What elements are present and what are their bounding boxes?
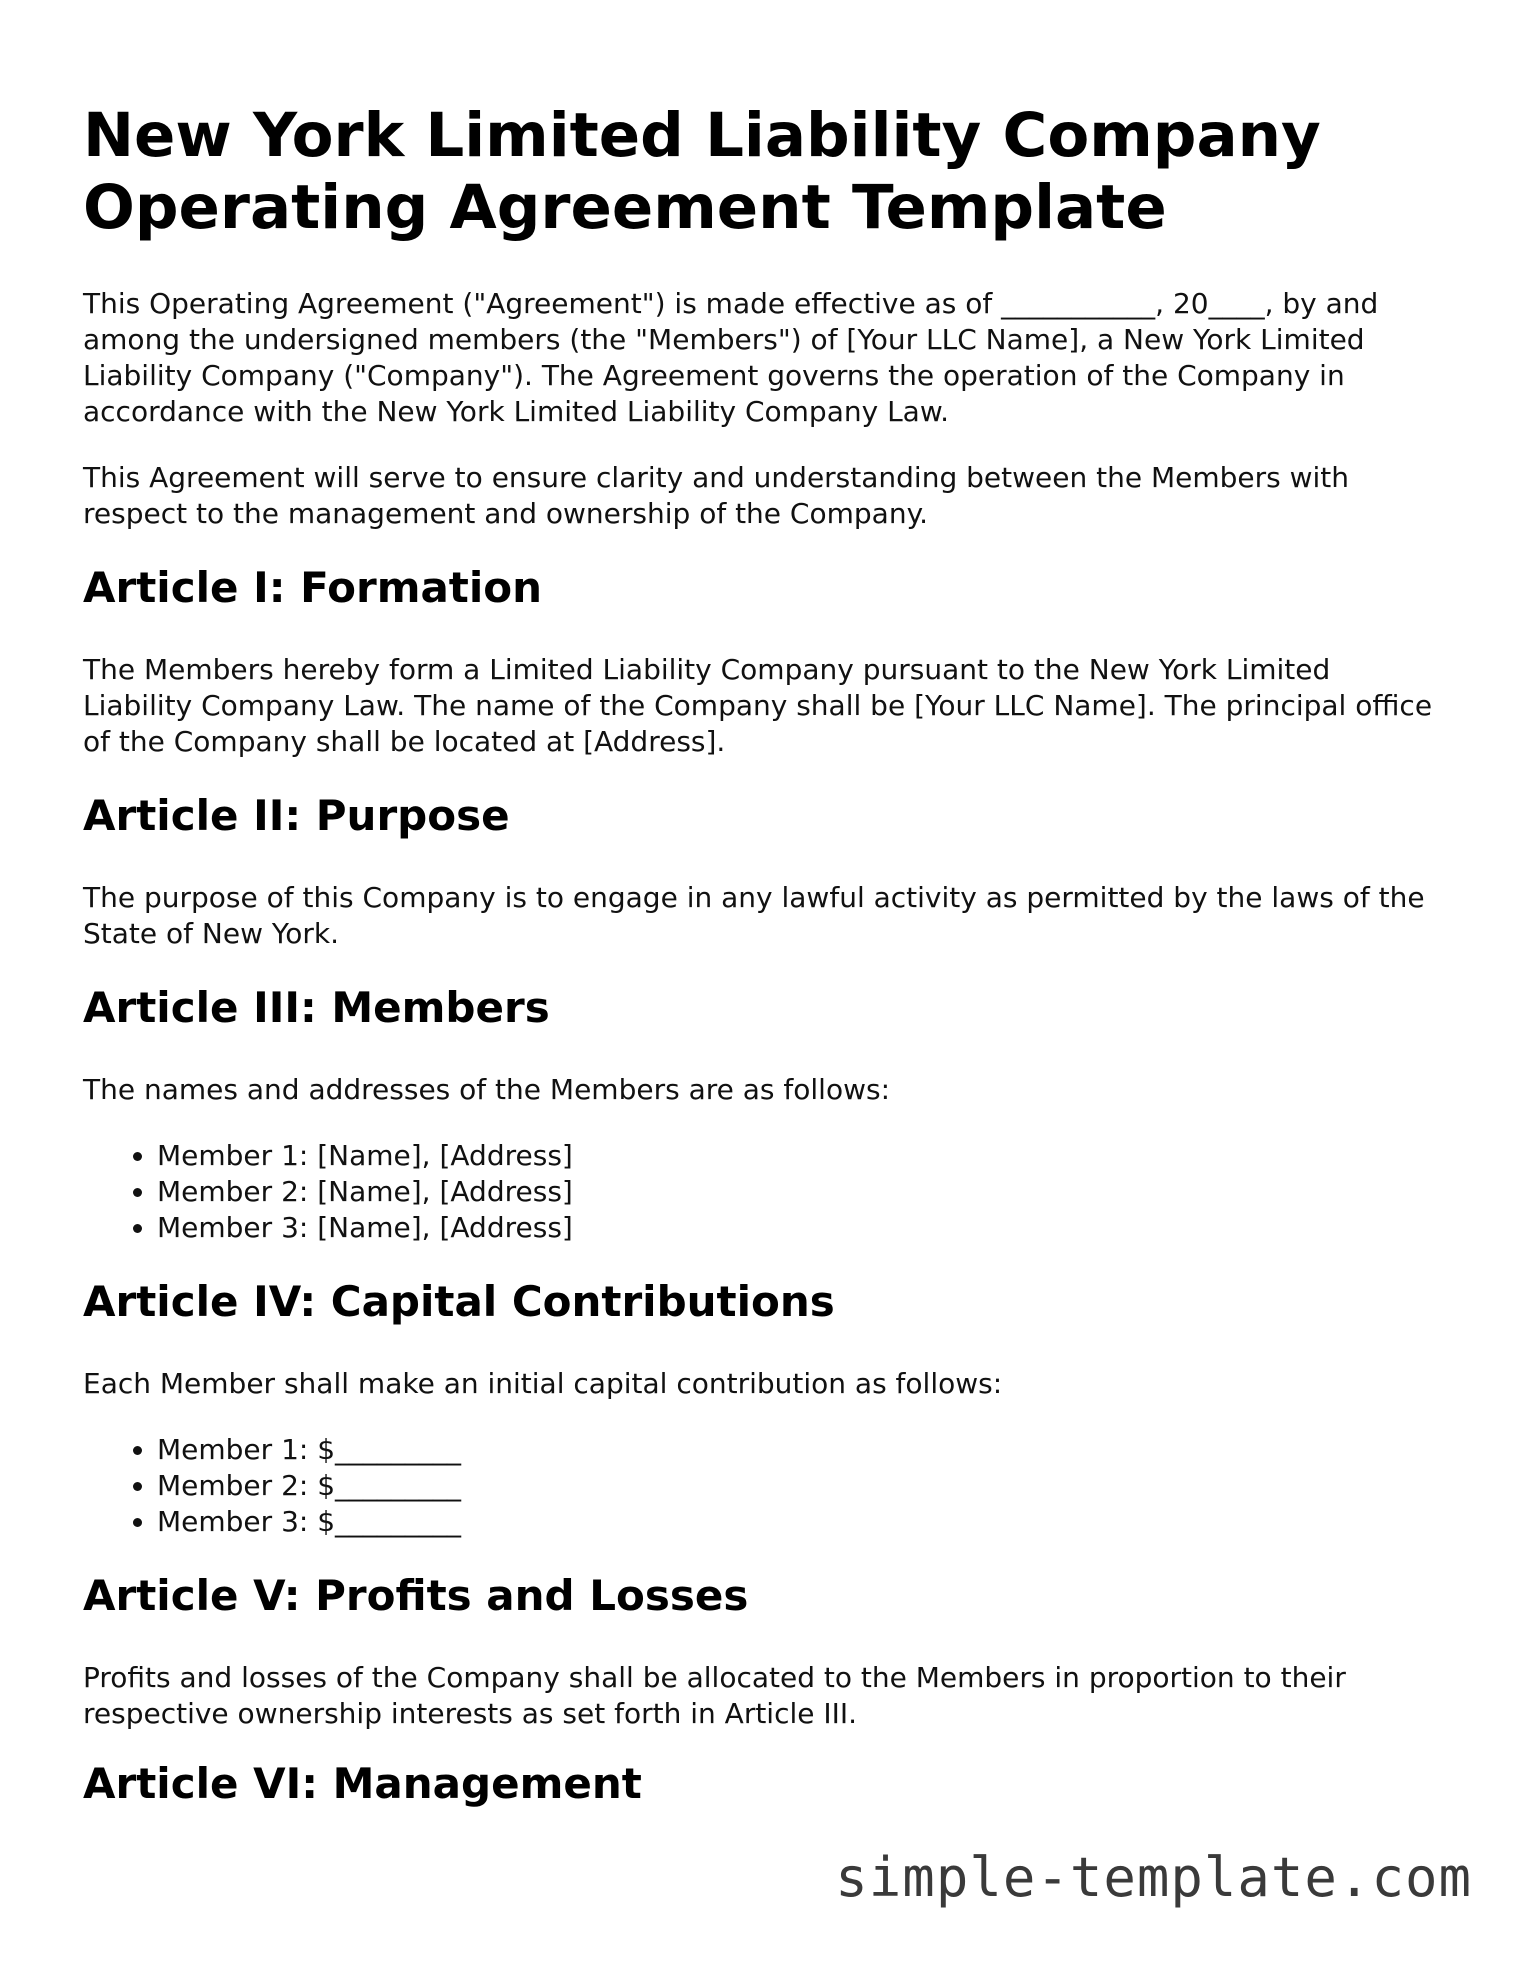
article-heading: Article II: Purpose bbox=[83, 791, 510, 840]
intro-paragraph-1: This Operating Agreement ("Agreement") is made effective as of ___________, 20____, by and among the undersigned members (the "Members") of [Your LLC Name], a New York Limited Liability Company ("Company"). The Agreement governs the operation of the Company in accordance with the New York Limited Liability Company Law. bbox=[83, 287, 1379, 428]
list-item: • Member 1: $_________ bbox=[157, 1432, 1443, 1468]
list-item: • Member 2: $_________ bbox=[157, 1468, 1443, 1504]
article-heading: Article VI: Management bbox=[83, 1759, 642, 1808]
article-management bbox=[83, 1758, 1443, 1810]
list-item: • Member 3: $_________ bbox=[157, 1504, 1443, 1540]
article-text: The names and addresses of the Members are as follows: bbox=[83, 1073, 890, 1106]
article-text: The purpose of this Company is to engage in any lawful activity as permitted by the laws of the State of New York. bbox=[83, 881, 1425, 950]
article-heading: Article III: Members bbox=[83, 983, 550, 1032]
contributions-list bbox=[83, 1432, 1443, 1540]
list-item: • Member 2: [Name], [Address] bbox=[157, 1174, 1443, 1210]
article-text: The Members hereby form a Limited Liability Company pursuant to the New York Limited Liability Company Law. The name of the Company shall be [Your LLC Name]. The principal office of the Company shall be located at [Address]. bbox=[83, 653, 1433, 758]
site-watermark: simple-template.com bbox=[835, 1846, 1472, 1909]
document-page bbox=[83, 100, 1443, 1848]
article-heading: Article I: Formation bbox=[83, 563, 543, 612]
article-heading: Article IV: Capital Contributions bbox=[83, 1277, 835, 1326]
article-heading: Article V: Profits and Losses bbox=[83, 1571, 749, 1620]
article-text: Each Member shall make an initial capital contribution as follows: bbox=[83, 1367, 1003, 1400]
article-text: Profits and losses of the Company shall be allocated to the Members in proportion to their respective ownership interests as set forth in Article III. bbox=[83, 1661, 1346, 1730]
members-list bbox=[83, 1138, 1443, 1246]
list-item: • Member 1: [Name], [Address] bbox=[157, 1138, 1443, 1174]
article-formation bbox=[83, 562, 1443, 760]
intro-paragraph-2: This Agreement will serve to ensure clarity and understanding between the Members with respect to the management and ownership of the Company. bbox=[83, 461, 1350, 530]
article-profits-losses bbox=[83, 1570, 1443, 1732]
document-title: New York Limited Liability Company Operating Agreement Template bbox=[83, 100, 1321, 243]
article-capital-contributions bbox=[83, 1276, 1443, 1540]
list-item: • Member 3: [Name], [Address] bbox=[157, 1210, 1443, 1246]
article-members bbox=[83, 982, 1443, 1246]
article-purpose bbox=[83, 790, 1443, 952]
